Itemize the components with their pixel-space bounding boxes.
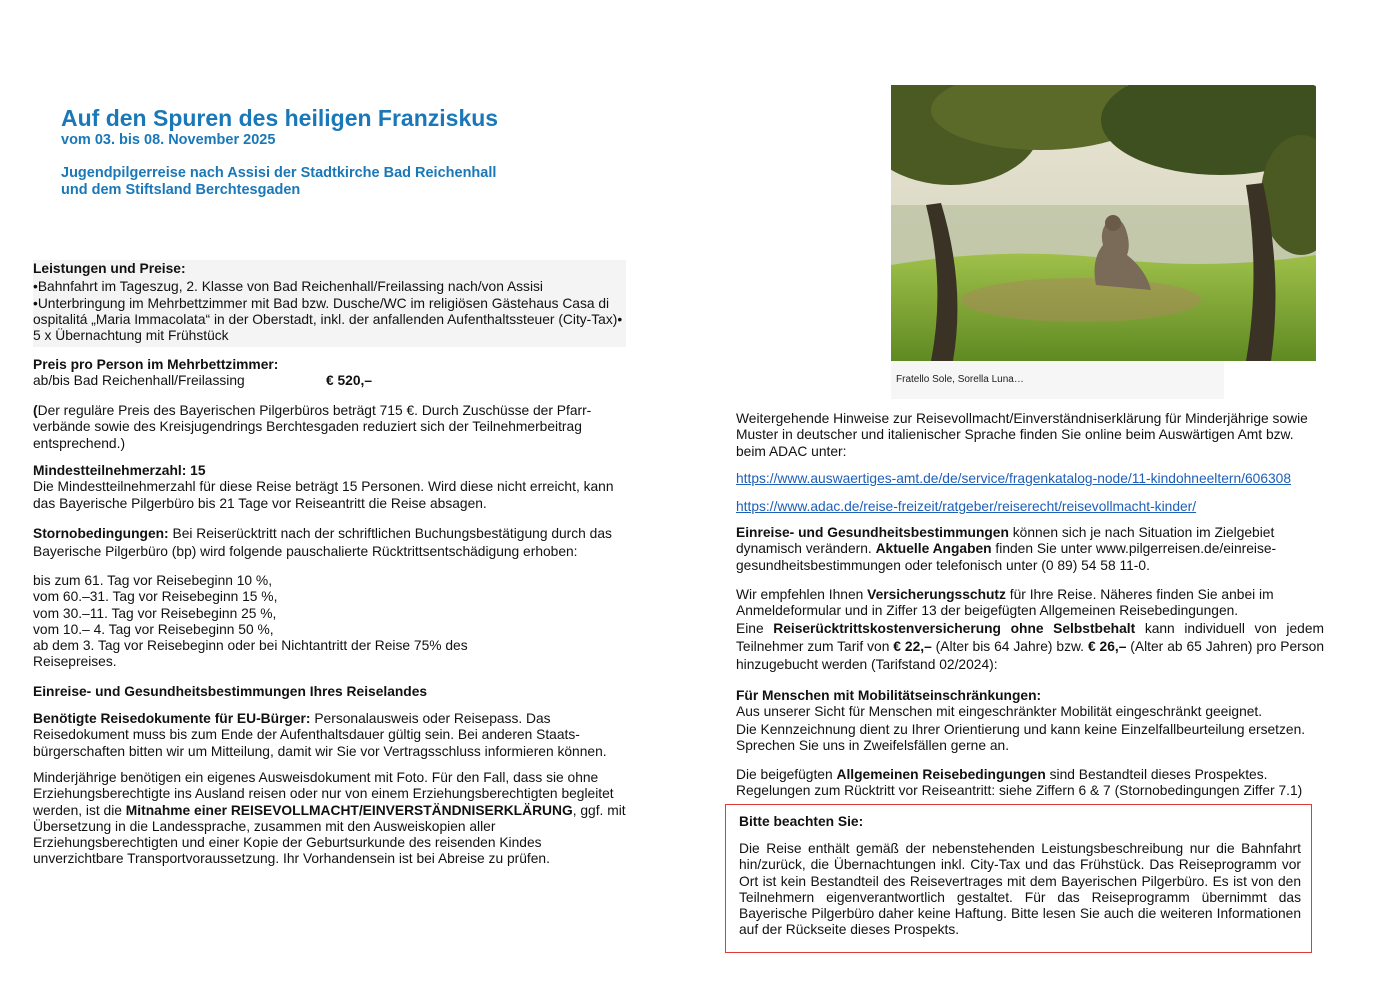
bullet-icon: • <box>33 295 38 311</box>
list-item: vom 30.–11. Tag vor Reisebeginn 25 %, <box>33 605 277 621</box>
hinweise-text: Weitergehende Hinweise zur Reisevollmacht/Einverständniserklärung für Minderjährige sowie Muster in deutscher und italienischer Sprache finden Sie online beim Auswärtigen Amt bzw. beim ADAC unter: <box>736 411 1308 459</box>
page-title: Auf den Spuren des heiligen Franziskus <box>61 105 499 131</box>
mobilitaet-text-2: Die Kennzeichnung dient zu Ihrer Orientierung und kann keine Einzelfallbeurteilung ersetzen. Sprechen Sie uns in Zweifelsfällen gerne an. <box>736 721 1306 753</box>
minderjaehrige-section: Minderjährige benötigen ein eigenes Ausweisdokument mit Foto. Für den Fall, dass sie ohne Erziehungsberechtigte ins Ausland reisen oder nur von einem Erziehungsberechtigten begleitet werden, ist die Mitnahme einer REISEVOLLMACHT/EINVERSTÄNDNISERKLÄRUNG, ggf. mit Übersetzung in die Landessprache, zusammen mit den Ausweiskopien aller Erziehungsberechtigten und einer Kopie der Geburtsurkunde des reisenden Kindes unverzichtbare Transportvoraussetzung. Ihr Vorhandensein ist bei Abreise zu prüfen. <box>33 770 626 867</box>
versicherung-section: Wir empfehlen Ihnen Versicherungsschutz für Ihre Reise. Näheres finden Sie anbei im Anmeldeformular und in Ziffer 13 der beigefügten Allgemeinen Reisebedingungen. <box>736 587 1274 619</box>
leistungen-heading: Leistungen und Preise: <box>33 261 186 276</box>
statue-photo <box>891 85 1316 361</box>
storno-heading: Stornobedingungen: <box>33 526 169 541</box>
notice-box <box>725 804 1312 953</box>
mindest-heading: Mindestteilnehmerzahl: 15 <box>33 463 206 478</box>
preis-row <box>33 373 630 390</box>
list-item: vom 60.–31. Tag vor Reisebeginn 15 %, <box>33 589 278 605</box>
list-item: Reisepreises. <box>33 654 117 670</box>
subtitle-line-1: Jugendpilgerreise nach Assisi der Stadtkirche Bad Reichenhall <box>61 165 497 181</box>
list-item: ab dem 3. Tag vor Reisebeginn oder bei Nichtantritt der Reise 75% des <box>33 638 468 654</box>
arb-line-2: Regelungen zum Rücktritt vor Reiseantritt: siehe Ziffern 6 & 7 (Stornobedingungen Ziffer 7.1) <box>736 783 1303 799</box>
reiseruecktritt-section: Eine Reiserücktrittskostenversicherung ohne Selbstbehalt kann individuell von jedem Teilnehmer zum Tarif von € 22,– (Alter bis 64 Jahre) bzw. € 26,– (Alter ab 65 Jahren) pro Person hinzugebucht werden (Tarifstand 02/2024): <box>736 621 1325 672</box>
storno-list <box>33 573 630 671</box>
trip-subtitle <box>61 165 581 199</box>
leistungen-item: •Unterbringung im Mehrbettzimmer mit Bad bzw. Dusche/WC im religiösen Gästehaus Casa di ospitalitá „Maria Immacolata“ in der Oberstadt, inkl. der anfallenden Aufenthaltssteuer (City-Tax)• 5 x Übernachtung mit Frühstück <box>33 295 623 344</box>
mindest-section <box>33 463 629 512</box>
subtitle-line-2: und dem Stiftsland Berchtesgaden <box>61 182 301 198</box>
notice-heading: Bitte beachten Sie: <box>739 814 864 829</box>
link-auswaertiges-amt[interactable]: https://www.auswaertiges-amt.de/de/service/fragenkatalog-node/11-kindohneeltern/606308 <box>736 471 1292 486</box>
mobilitaet-heading: Für Menschen mit Mobilitätseinschränkungen: <box>736 688 1042 703</box>
travel-dates: vom 03. bis 08. November 2025 <box>61 132 276 148</box>
arb-line-1: Die beigefügten Allgemeinen Reisebedingungen sind Bestandteil dieses Prospektes. <box>736 767 1268 782</box>
einreise-section-right: Einreise- und Gesundheitsbestimmungen können sich je nach Situation im Zielgebiet dynamisch verändern. Aktuelle Angaben finden Sie unter www.pilgerreisen.de/einreise-gesundheitsbestimmungen oder telefonisch unter (0 89) 54 58 11-0. <box>736 525 1277 573</box>
link-adac[interactable]: https://www.adac.de/reise-freizeit/ratgeber/reiserecht/reisevollmacht-kinder/ <box>736 499 1197 514</box>
dokumente-heading: Benötigte Reisedokumente für EU-Bürger: <box>33 711 311 726</box>
mobilitaet-text-1: Aus unserer Sicht für Menschen mit eingeschränkter Mobilität eingeschränkt geeignet. <box>736 704 1263 720</box>
storno-section: Stornobedingungen: Bei Reiserücktritt nach der schriftlichen Buchungsbestätigung durch das Bayerische Pilgerbüro (bp) wird folgende pauschalierte Rücktrittsentschädigung erhoben: <box>33 526 612 559</box>
preis-heading: Preis pro Person im Mehrbettzimmer: <box>33 357 279 372</box>
list-item: vom 10.– 4. Tag vor Reisebeginn 50 %, <box>33 621 274 637</box>
dokumente-section: Benötigte Reisedokumente für EU-Bürger: Personalausweis oder Reisepass. Das Reisedokument muss bis zum Ende der Aufenthaltsdauer gültig sein. Bei anderen Staats-bürgerschaften bitten wir um Mitteilung, damit wir Sie vor Vertragsschluss informieren können. <box>33 711 607 759</box>
preis-section <box>33 357 630 390</box>
bullet-icon: • <box>617 311 623 327</box>
mindest-text: Die Mindestteilnehmerzahl für diese Reise beträgt 15 Personen. Wird diese nicht erreicht, kann das Bayerische Pilgerbüro bis 21 Tage vor Reiseantritt die Reise absagen. <box>33 479 614 511</box>
mobilitaet-section <box>736 688 1324 754</box>
reisebedingungen-section <box>736 767 1324 800</box>
leistungen-item: •Bahnfahrt im Tageszug, 2. Klasse von Bad Reichenhall/Freilassing nach/von Assisi <box>33 279 543 295</box>
preis-note: (Der reguläre Preis des Bayerischen Pilgerbüros beträgt 715 €. Durch Zuschüsse der Pfarr-verbände sowie des Kreisjugendrings Berchtesgaden reduziert sich der Teilnehmerbeitrag entsprechend.) <box>33 403 592 451</box>
leistungen-section <box>33 260 626 347</box>
notice-text: Die Reise enthält gemäß der nebenstehenden Leistungsbeschreibung nur die Bahnfahrt hin/zurück, die Übernachtungen inkl. City-Tax und das Frühstück. Das Reiseprogramm vor Ort ist kein Bestandteil des Reisevertrages mit dem Bayerischen Pilgerbüro. Es ist von den Teilnehmern eigenverantwortlich gestaltet. Für das Reiseprogramm übernimmt das Bayerische Pilgerbüro daher keine Haftung. Bitte lesen Sie auch die weiteren Informationen auf der Rückseite dieses Prospekts. <box>739 841 1301 938</box>
photo-caption: Fratello Sole, Sorella Luna… <box>896 374 1024 385</box>
preis-label: ab/bis Bad Reichenhall/Freilassing <box>33 373 245 389</box>
einreise-heading-left: Einreise- und Gesundheitsbestimmungen Ihres Reiselandes <box>33 684 428 699</box>
list-item: bis zum 61. Tag vor Reisebeginn 10 %, <box>33 573 273 588</box>
preis-value: € 520,– <box>326 373 373 389</box>
bullet-icon: • <box>33 279 38 295</box>
